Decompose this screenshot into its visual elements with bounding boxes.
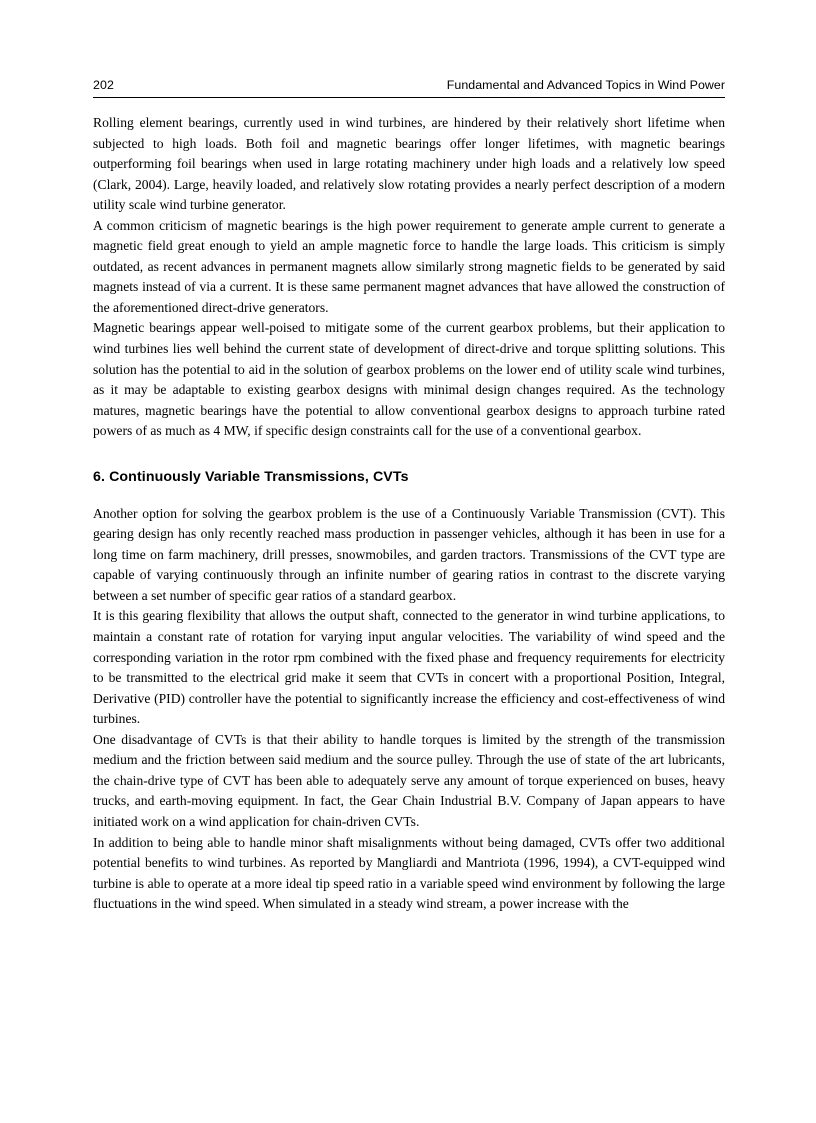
paragraph: Rolling element bearings, currently used in wind turbines, are hindered by their relatively short lifetime when subjected to high loads. Both foil and magnetic bearings offer longer lifetimes, with magnetic bearings outperforming foil bearings when used in large rotating machinery under high loads and a relatively low speed (Clark, 2004). Large, heavily loaded, and relatively slow rotating provides a nearly perfect description of a modern utility scale wind turbine generator. [93,115,725,213]
running-header [93,78,725,98]
paragraph: One disadvantage of CVTs is that their ability to handle torques is limited by the strength of the transmission medium and the friction between said medium and the source pulley. Through the use of state of the art lubricants, the chain-drive type of CVT has been able to adequately serve any amount of torque experienced on buses, heavy trucks, and earth-moving equipment. In fact, the Gear Chain Industrial B.V. Company of Japan appears to have initiated work on a wind application for chain-driven CVTs. [93,731,725,829]
paragraph: Magnetic bearings appear well-poised to mitigate some of the current gearbox problems, but their application to wind turbines lies well behind the current state of development of direct-drive and torque splitting solutions. This solution has the potential to aid in the solution of gearbox problems on the lower end of utility scale wind turbines, as it may be adaptable to existing gearbox designs with minimal design changes required. As the technology matures, magnetic bearings have the potential to allow conventional gearbox designs to approach turbine rated powers of as much as 4 MW, if specific design constraints call for the use of a conventional gearbox. [93,320,725,439]
paragraph: Another option for solving the gearbox problem is the use of a Continuously Variable Transmission (CVT). This gearing design has only recently reached mass production in passenger vehicles, although it has been in use for a long time on farm machinery, drill presses, snowmobiles, and garden tractors. Transmissions of the CVT type are capable of varying continuously through an infinite number of gearing ratios in contrast to the discrete varying between a set number of specific gear ratios of a standard gearbox. [93,505,725,603]
page-number: 202 [93,78,114,92]
section-heading: 6. Continuously Variable Transmissions, CVTs [93,468,409,485]
paragraph: In addition to being able to handle minor shaft misalignments without being damaged, CVTs offer two additional potential benefits to wind turbines. As reported by Mangliardi and Mantriota (1996, 1994), a CVT-equipped wind turbine is able to operate at a more ideal tip speed ratio in a variable speed wind environment by following the large fluctuations in the wind speed. When simulated in a steady wind stream, a power increase with the [93,834,725,912]
paragraph: A common criticism of magnetic bearings is the high power requirement to generate ample current to generate a magnetic field great enough to yield an ample magnetic force to handle the large loads. This criticism is simply outdated, as recent advances in permanent magnets allow similarly strong magnetic fields to be generated by said magnets instead of via a current. It is these same permanent magnet advances that have allowed the construction of the aforementioned direct-drive generators. [93,217,725,315]
paragraph: It is this gearing flexibility that allows the output shaft, connected to the generator in wind turbine applications, to maintain a constant rate of rotation for varying input angular velocities. The variability of wind speed and the corresponding variation in the rotor rpm combined with the fixed phase and frequency requirements for electricity to be transmitted to the electrical grid make it seem that CVTs in concert with a proportional Position, Integral, Derivative (PID) controller have the potential to significantly increase the efficiency and cost-effectiveness of wind turbines. [93,608,725,727]
page-content [93,113,725,915]
heading-spacer-below [93,487,725,504]
heading-spacer-above [93,442,725,468]
book-title: Fundamental and Advanced Topics in Wind Power [446,78,725,92]
